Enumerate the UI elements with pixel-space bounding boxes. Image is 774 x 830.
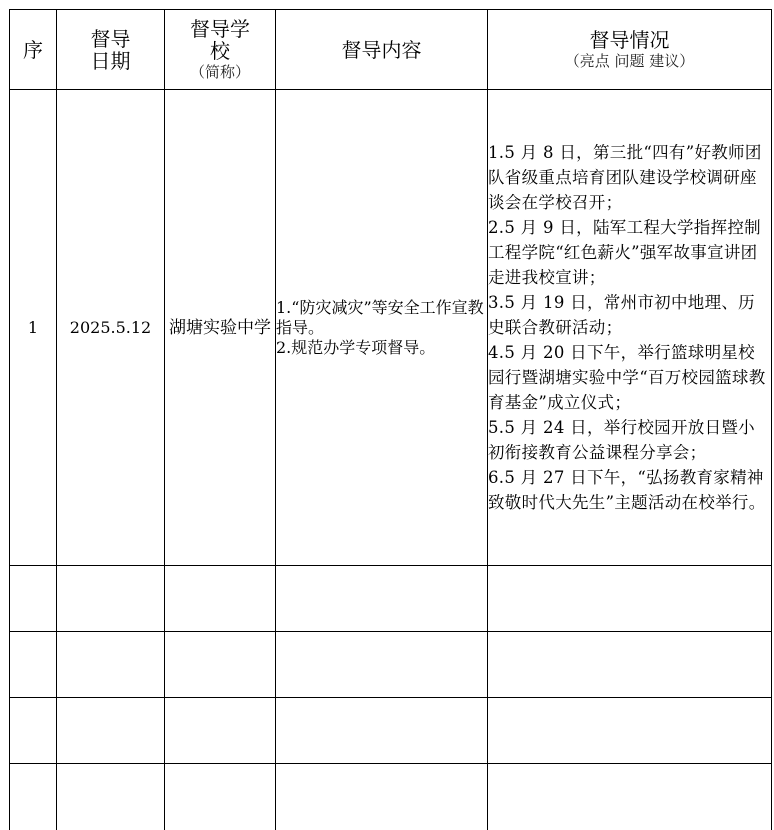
empty-row	[10, 632, 772, 698]
empty-cell	[10, 764, 57, 830]
empty-cell	[165, 566, 276, 632]
empty-cell	[276, 566, 488, 632]
table-row	[10, 90, 772, 566]
header-school-note: （简称）	[189, 62, 250, 81]
empty-cell	[488, 566, 772, 632]
row-school: 湖塘实验中学	[165, 90, 276, 566]
header-situation-note: （亮点 问题 建议）	[564, 51, 695, 70]
supervision-table	[9, 9, 772, 830]
row-seq: 1	[10, 90, 57, 566]
situation-item: 1.5 月 8 日，第三批“四有”好教师团队省级重点培育团队建设学校调研座谈会在学校召开；	[488, 143, 762, 212]
content-item: 1.“防灾减灾”等安全工作宣教指导。	[276, 297, 484, 337]
empty-cell	[276, 632, 488, 698]
empty-cell	[276, 698, 488, 764]
header-date: 督导 日期	[57, 10, 165, 90]
empty-cell	[10, 698, 57, 764]
empty-cell	[57, 764, 165, 830]
row-date: 2025.5.12	[57, 90, 165, 566]
header-situation: 督导情况 （亮点 问题 建议）	[488, 10, 772, 90]
empty-cell	[57, 698, 165, 764]
empty-row	[10, 764, 772, 830]
empty-cell	[165, 632, 276, 698]
empty-row	[10, 566, 772, 632]
header-row	[10, 10, 772, 90]
empty-row	[10, 698, 772, 764]
situation-item: 3.5 月 19 日，常州市初中地理、历史联合教研活动；	[488, 293, 755, 337]
situation-item: 2.5 月 9 日，陆军工程大学指挥控制工程学院“红色薪火”强军故事宣讲团走进我校宣讲；	[488, 218, 761, 287]
header-content: 督导内容	[276, 10, 488, 90]
empty-cell	[488, 698, 772, 764]
row-situation	[488, 90, 772, 566]
situation-item: 5.5 月 24 日，举行校园开放日暨小初衔接教育公益课程分享会；	[488, 418, 755, 462]
empty-cell	[57, 566, 165, 632]
content-item: 2.规范办学专项督导。	[276, 337, 436, 357]
empty-cell	[57, 632, 165, 698]
empty-cell	[10, 566, 57, 632]
empty-cell	[10, 632, 57, 698]
empty-cell	[488, 764, 772, 830]
empty-cell	[276, 764, 488, 830]
empty-cell	[165, 698, 276, 764]
header-school: 督导学 校 （简称）	[165, 10, 276, 90]
situation-item: 6.5 月 27 日下午，“弘扬教育家精神 致敬时代大先生”主题活动在校举行。	[488, 468, 766, 512]
empty-cell	[488, 632, 772, 698]
header-seq: 序	[10, 10, 57, 90]
empty-cell	[165, 764, 276, 830]
situation-item: 4.5 月 20 日下午，举行篮球明星校园行暨湖塘实验中学“百万校园篮球教育基金”成立仪式；	[488, 343, 766, 412]
row-content	[276, 90, 488, 566]
